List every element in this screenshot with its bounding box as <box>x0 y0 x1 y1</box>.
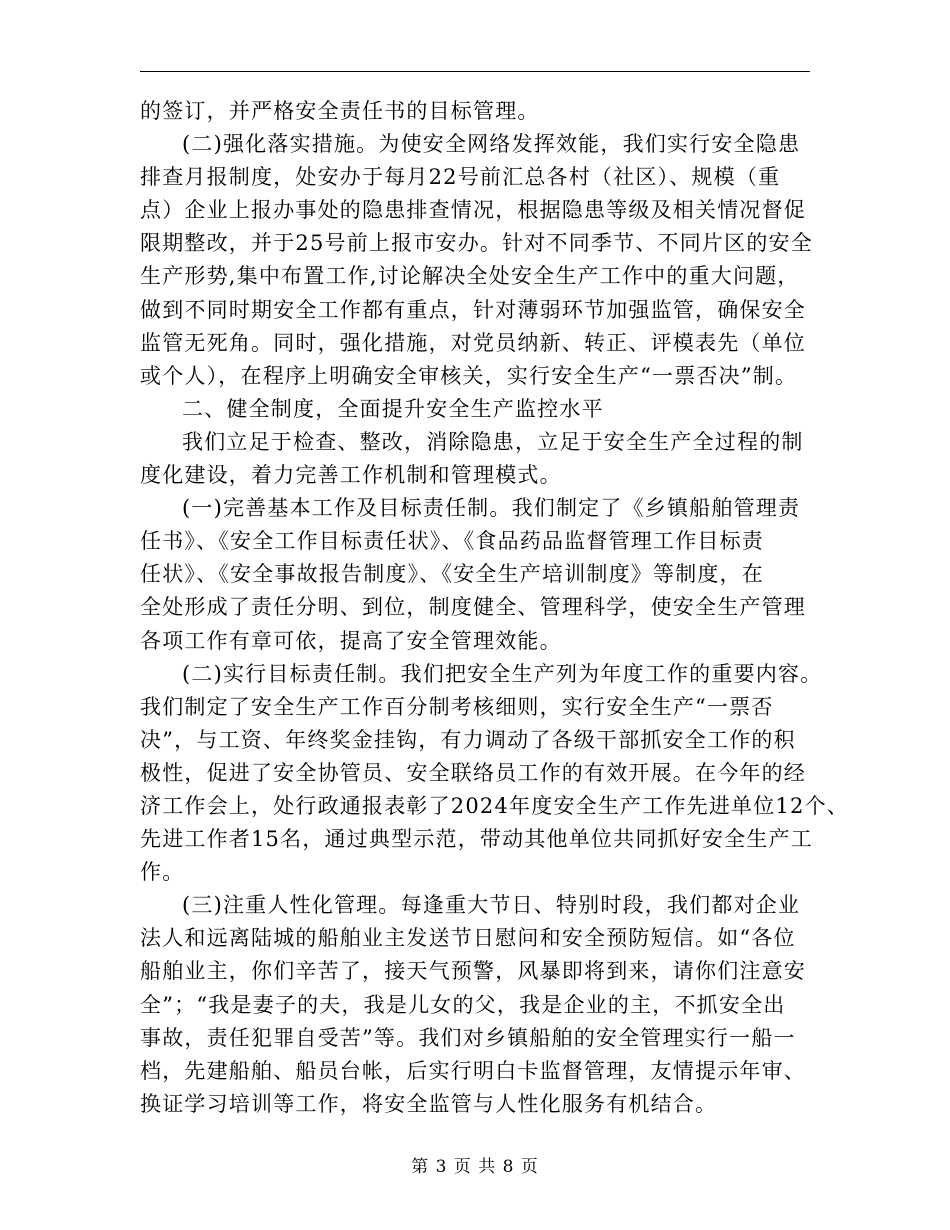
text-line: 决”，与工资、年终奖金挂钩，有力调动了各级干部抓安全工作的积 <box>140 727 796 752</box>
text-line: (二)实行目标责任制。我们把安全生产列为年度工作的重要内容。 <box>182 661 823 686</box>
text-line: 全”；“我是妻子的夫，我是儿女的父，我是企业的主，不抓安全出 <box>140 992 786 1017</box>
text-line: 极性，促进了安全协管员、安全联络员工作的有效开展。在今年的经 <box>140 760 806 785</box>
text-line: 生产形势,集中布置工作,讨论解决全处安全生产工作中的重大问题， <box>140 264 800 289</box>
text-line: 我们制定了安全生产工作百分制考核细则，实行安全生产“一票否 <box>140 694 774 719</box>
text-line: 任状》、《安全事故报告制度》、《安全生产培训制度》等制度，在 <box>140 562 764 587</box>
text-line: 或个人），在程序上明确安全审核关，实行安全生产“一票否决”制。 <box>140 363 798 388</box>
text-line: 作。 <box>140 860 185 885</box>
text-line: 任书》、《安全工作目标责任状》、《食品药品监督管理工作目标责 <box>140 529 764 554</box>
page-number-footer: 第 3 页 共 8 页 <box>411 1157 539 1177</box>
text-line: 排查月报制度，处安办于每月22号前汇总各村（社区）、规模（重 <box>140 165 781 190</box>
text-line: (一)完善基本工作及目标责任制。我们制定了《乡镇船舶管理责 <box>182 496 801 521</box>
text-line: 监管无死角。同时，强化措施，对党员纳新、转正、评模表先（单位 <box>140 330 806 355</box>
text-line: 事故，责任犯罪自受苦”等。我们对乡镇船舶的安全管理实行一船一 <box>140 1025 796 1050</box>
text-line: 先进工作者15名，通过典型示范，带动其他单位共同抓好安全生产工 <box>140 827 813 852</box>
text-line: 我们立足于检查、整改，消除隐患，立足于安全生产全过程的制 <box>182 429 804 454</box>
text-line: (二)强化落实措施。为使安全网络发挥效能，我们实行安全隐患 <box>182 132 801 157</box>
text-line: 济工作会上，处行政通报表彰了2024年度安全生产工作先进单位12个、 <box>140 793 849 818</box>
section-heading: 二、健全制度，全面提升安全生产监控水平 <box>182 396 604 421</box>
text-line: 船舶业主，你们辛苦了，接天气预警，风暴即将到来，请你们注意安 <box>140 959 806 984</box>
text-line: 全处形成了责任分明、到位，制度健全、管理科学，使安全生产管理 <box>140 595 806 620</box>
text-line: 换证学习培训等工作，将安全监管与人性化服务有机结合。 <box>140 1091 718 1116</box>
document-body <box>140 95 849 1121</box>
text-line: 各项工作有章可依，提高了安全管理效能。 <box>140 628 562 653</box>
text-line: (三)注重人性化管理。每逢重大节日、特别时段，我们都对企业 <box>182 893 801 918</box>
header-rule <box>140 71 810 72</box>
text-line: 点）企业上报办事处的隐患排查情况，根据隐患等级及相关情况督促 <box>140 198 806 223</box>
text-line: 度化建设，着力完善工作机制和管理模式。 <box>140 463 562 488</box>
text-line: 限期整改，并于25号前上报市安办。针对不同季节、不同片区的安全 <box>140 231 813 256</box>
text-line: 档，先建船舶、船员台帐，后实行明白卡监督管理，友情提示年审、 <box>140 1058 806 1083</box>
text-line: 法人和远离陆城的船舶业主发送节日慰问和安全预防短信。如“各位 <box>140 926 796 951</box>
text-line: 的签订，并严格安全责任书的目标管理。 <box>140 99 540 123</box>
text-line: 做到不同时期安全工作都有重点，针对薄弱环节加强监管，确保安全 <box>140 297 806 322</box>
